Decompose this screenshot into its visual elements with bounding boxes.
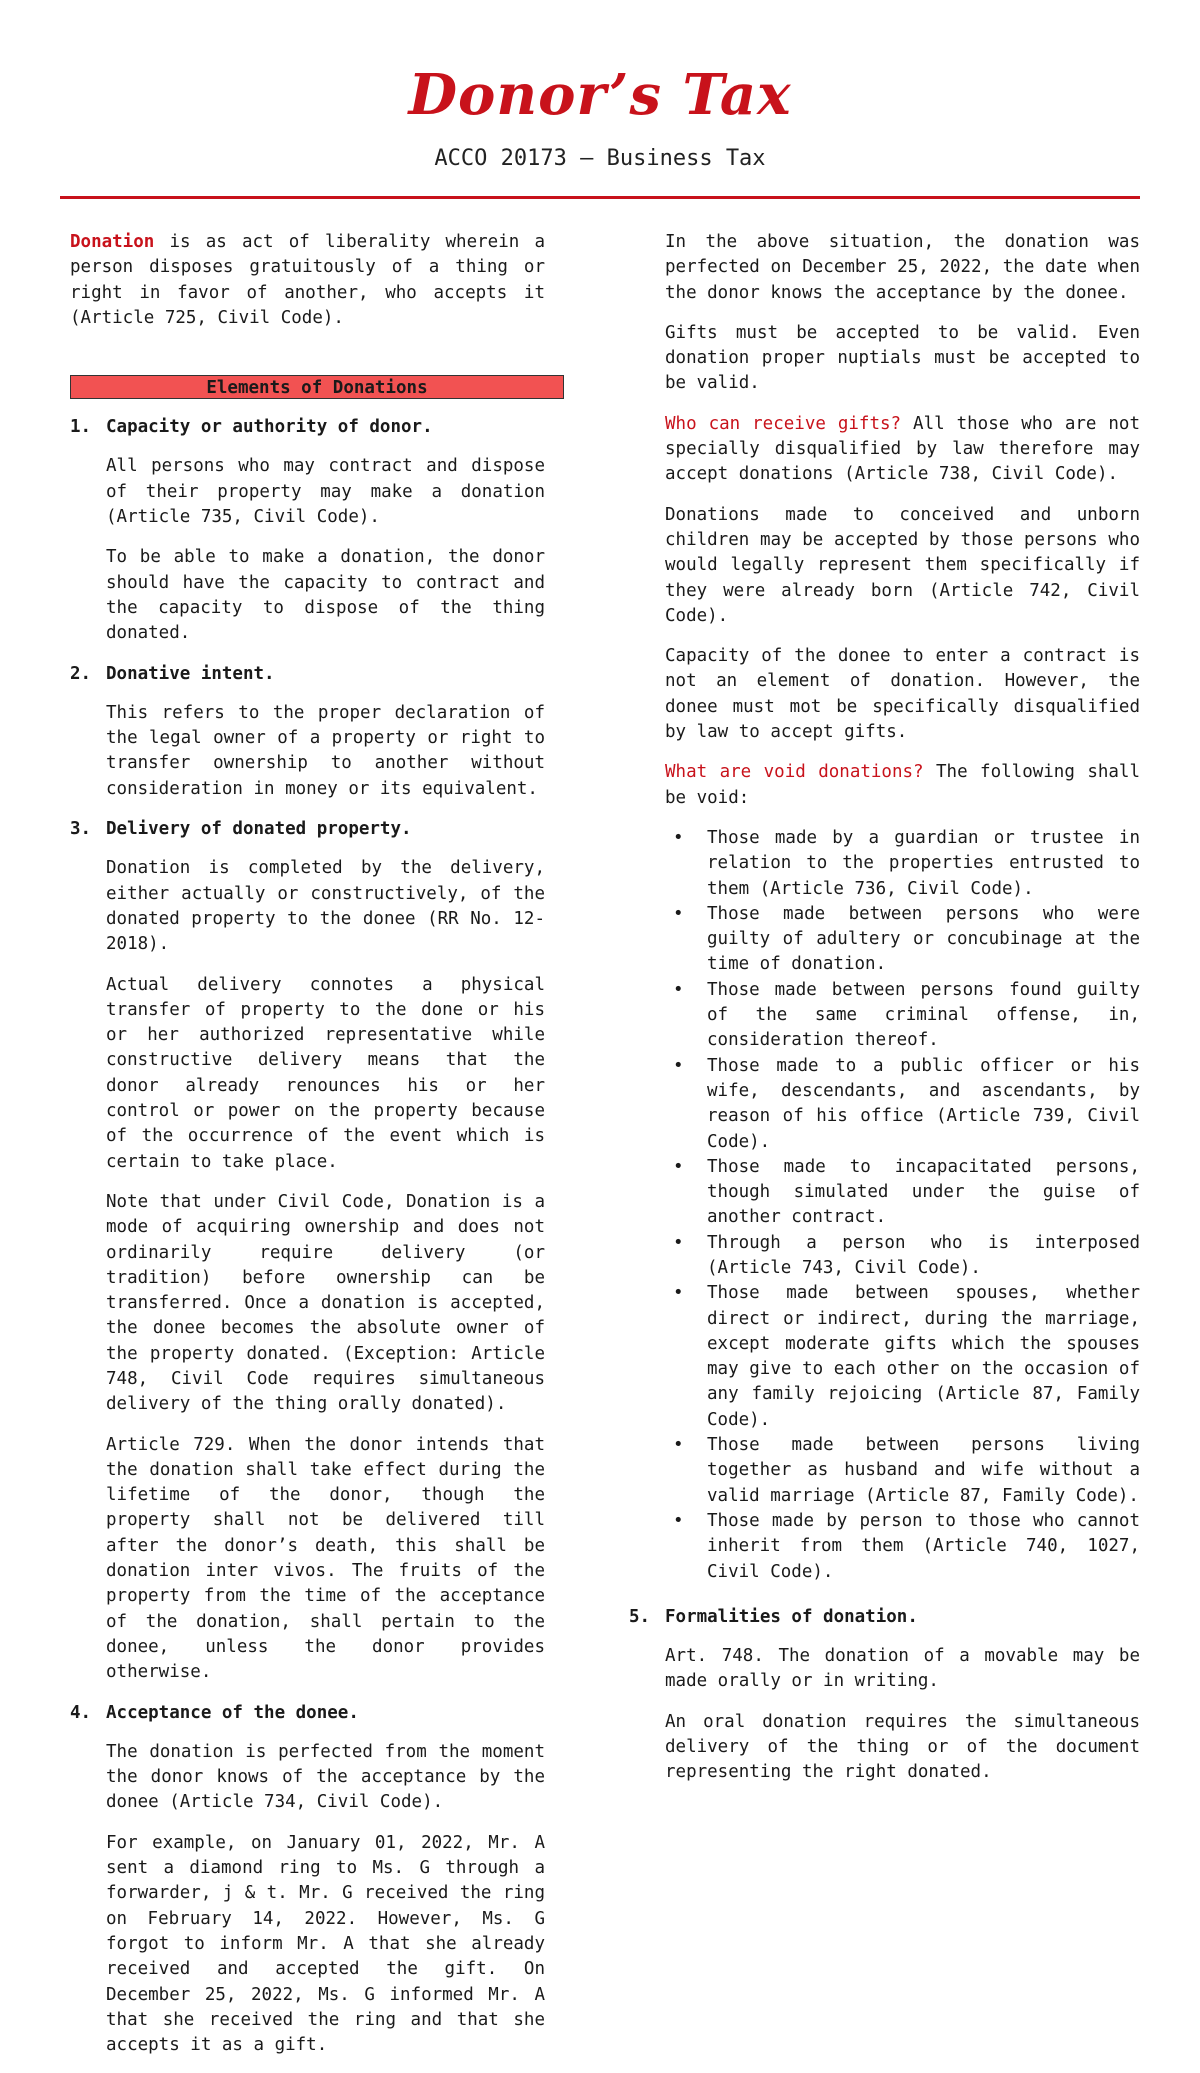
bullet-icon: •	[673, 827, 684, 848]
paragraph-text: The following shall be void:	[665, 762, 1140, 808]
list-item-text: Those made between persons found guilty of the same criminal offense, in, consideration thereof.	[707, 979, 1140, 1051]
list-item-text: Those made to a public officer or his wife, descendants, and ascendants, by reason of his office (Article 739, Civil Code).	[707, 1055, 1140, 1152]
paragraph: All persons who may contract and dispose of their property may make a donation (Article 735, Civil Code).	[106, 456, 545, 528]
elements-banner: Elements of Donations	[70, 375, 564, 399]
question-highlight: Who can receive gifts?	[665, 413, 902, 434]
list-item	[673, 1281, 1140, 1433]
paragraph: Article 729. When the donor intends that the donation shall take effect during the lifetime of the donor, though the property shall not be delivered till after the donor’s death, this shall be donation inter vivos. The fruits of the property from the time of the acceptance of the donation, shall pertain to the donee, unless the donor provides otherwise.	[106, 1434, 545, 1683]
list-item	[673, 1231, 1140, 1282]
list-item	[673, 1509, 1140, 1585]
list-item-text: Those made between persons who were guilty of adultery or concubinage at the time of donation.	[707, 903, 1140, 975]
element-number: 4.	[70, 1702, 92, 1723]
list-item	[673, 1155, 1140, 1231]
element-4-heading	[70, 1701, 545, 1726]
bullet-icon: •	[673, 1510, 684, 1531]
intro-text: is as act of liberality wherein a person disposes gratuitously of a thing or right in favor of another, who accepts it (Article 725, Civil Code).	[70, 232, 545, 328]
void-donations-list	[665, 826, 1140, 1585]
paragraph: Art. 748. The donation of a movable may be made orally or in writing.	[665, 1646, 1140, 1692]
paragraph: Gifts must be accepted to be valid. Even donation proper nuptials must be accepted to be valid.	[665, 322, 1140, 394]
element-number: 3.	[70, 819, 92, 840]
page-title: Donor’s Tax	[408, 62, 792, 128]
header-divider	[60, 196, 1140, 199]
course-subtitle: ACCO 20173 — Business Tax	[434, 146, 766, 171]
element-title: Donative intent.	[106, 663, 275, 684]
element-2-heading	[70, 662, 545, 687]
element-number: 1.	[70, 417, 92, 438]
bullet-icon: •	[673, 1435, 684, 1456]
paragraph-text: All those who are not specially disqualified by law therefore may accept donations (Article 738, Civil Code).	[665, 413, 1140, 485]
list-item-text: Those made by a guardian or trustee in relation to the properties entrusted to them (Article 736, Civil Code).	[707, 827, 1140, 899]
paragraph: An oral donation requires the simultaneous delivery of the thing or of the document representing the right donated.	[665, 1711, 1140, 1783]
list-item-text: Those made between spouses, whether direct or indirect, during the marriage, except moderate gifts which the spouses may give to each other on the occasion of any family rejoicing (Article 87, Family Code).	[707, 1283, 1140, 1430]
paragraph: This refers to the proper declaration of the legal owner of a property or right to transfer ownership to another without consideration in money or its equivalent.	[106, 702, 545, 799]
element-3-heading	[70, 817, 545, 842]
paragraph	[665, 760, 1140, 811]
element-number: 5.	[629, 1606, 651, 1627]
element-1-heading	[70, 415, 545, 440]
element-title: Acceptance of the donee.	[106, 1702, 359, 1723]
paragraph: To be able to make a donation, the donor should have the capacity to contract and the capacity to dispose of the thing donated.	[106, 547, 545, 644]
list-item	[673, 902, 1140, 978]
element-5-heading	[629, 1605, 1140, 1630]
paragraph: Donations made to conceived and unborn children may be accepted by those persons who would legally represent them specifically if they were already born (Article 742, Civil Code).	[665, 504, 1140, 626]
list-item-text: Those made to incapacitated persons, though simulated under the guise of another contract.	[707, 1156, 1140, 1228]
bullet-icon: •	[673, 979, 684, 1000]
element-title: Formalities of donation.	[665, 1606, 918, 1627]
bullet-icon: •	[673, 1156, 684, 1177]
list-item	[673, 1433, 1140, 1509]
paragraph: Capacity of the donee to enter a contract is not an element of donation. However, the donee must mot be specifically disqualified by law to accept gifts.	[665, 646, 1140, 743]
paragraph: The donation is perfected from the moment the donor knows of the acceptance by the donee (Article 734, Civil Code).	[106, 1741, 545, 1813]
list-item-text: Those made by person to those who cannot inherit from them (Article 740, 1027, Civil Code).	[707, 1510, 1140, 1582]
right-column	[629, 230, 1140, 1801]
intro-keyword: Donation	[70, 232, 155, 252]
bullet-icon: •	[673, 1055, 684, 1076]
list-item	[673, 826, 1140, 902]
left-column	[70, 230, 545, 2073]
paragraph: Donation is completed by the delivery, either actually or constructively, of the donated property to the donee (RR No. 12-2018).	[106, 858, 545, 955]
paragraph: For example, on January 01, 2022, Mr. A sent a diamond ring to Ms. G through a forwarder, j & t. Mr. G received the ring on February 14, 2022. However, Ms. G forgot to inform Mr. A that she already received and accepted the gift. On December 25, 2022, Ms. G informed Mr. A that she received the ring and that she accepts it as a gift.	[106, 1832, 545, 2056]
bullet-icon: •	[673, 903, 684, 924]
list-item-text: Those made between persons living together as husband and wife without a valid marriage (Article 87, Family Code).	[707, 1435, 1140, 1506]
list-item	[673, 1054, 1140, 1155]
element-title: Delivery of donated property.	[106, 819, 412, 840]
paragraph: Actual delivery connotes a physical transfer of property to the done or his or her authorized representative while constructive delivery means that the donor already renounces his or her control or power on the property because of the occurrence of the event which is certain to take place.	[106, 974, 545, 1172]
paragraph: Note that under Civil Code, Donation is a mode of acquiring ownership and does not ordinarily require delivery (or tradition) before ownership can be transferred. Once a donation is accepted, the donee becomes the absolute owner of the property donated. (Exception: Article 748, Civil Code requires simultaneous delivery of the thing orally donated).	[106, 1191, 545, 1415]
bullet-icon: •	[673, 1232, 684, 1253]
paragraph: In the above situation, the donation was perfected on December 25, 2022, the date when the donor knows the acceptance by the donee.	[665, 232, 1140, 303]
list-item-text: Through a person who is interposed (Article 743, Civil Code).	[707, 1232, 1140, 1278]
intro-paragraph	[70, 230, 545, 331]
paragraph	[665, 412, 1140, 488]
element-number: 2.	[70, 663, 92, 684]
bullet-icon: •	[673, 1283, 684, 1304]
element-title: Capacity or authority of donor.	[106, 417, 433, 438]
list-item	[673, 978, 1140, 1054]
question-highlight: What are void donations?	[665, 762, 924, 783]
